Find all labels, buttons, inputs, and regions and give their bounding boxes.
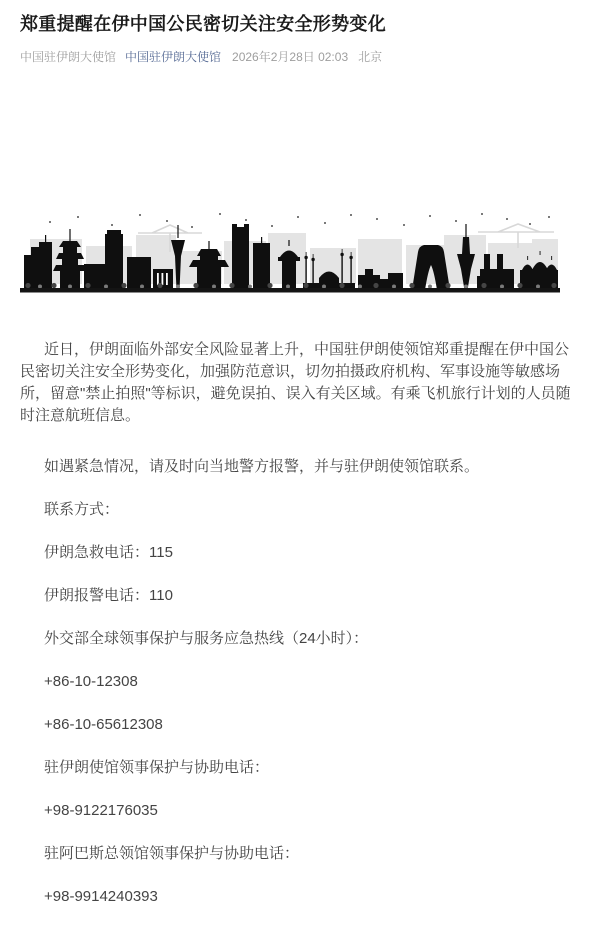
body-paragraph: +98-9914240393 bbox=[44, 887, 158, 905]
body-paragraph: 驻伊朗使馆领事保护与协助电话： bbox=[44, 758, 270, 776]
byline bbox=[20, 49, 580, 65]
article-body bbox=[20, 339, 580, 908]
article-title: 郑重提醒在伊中国公民密切关注安全形势变化 bbox=[20, 14, 386, 34]
body-paragraph: 伊朗报警电话：110 bbox=[44, 586, 173, 604]
body-paragraph: 伊朗急救电话：115 bbox=[44, 543, 173, 561]
author-name: 中国驻伊朗大使馆 bbox=[20, 49, 117, 64]
body-paragraph: +98-9122176035 bbox=[44, 801, 158, 819]
body-paragraph: +86-10-65612308 bbox=[44, 715, 163, 733]
skyline-illustration bbox=[20, 212, 560, 294]
body-paragraph: 外交部全球领事保护与服务应急热线（24小时）： bbox=[44, 629, 369, 647]
publish-location: 北京 bbox=[358, 49, 383, 64]
body-paragraph: 如遇紧急情况，请及时向当地警方报警，并与驻伊朗使领馆联系。 bbox=[44, 457, 480, 475]
body-paragraph: 近日，伊朗面临外部安全风险显著上升，中国驻伊朗使领馆郑重提醒在伊中国公民密切关注安全形势变化，加强防范意识，切勿拍摄政府机构、军事设施等敏感场所，留意"禁止拍照"等标识，避免误拍、误入有关区域。有乘飞机旅行计划的人员随时注意航班信息。 bbox=[20, 340, 571, 424]
body-paragraph: +86-10-12308 bbox=[44, 672, 138, 690]
account-name-link[interactable]: 中国驻伊朗大使馆 bbox=[125, 49, 222, 64]
publish-date: 2026年2月28日 02:03 bbox=[232, 49, 349, 64]
body-paragraph: 驻阿巴斯总领馆领事保护与协助电话： bbox=[44, 844, 300, 862]
city-skyline-image[interactable] bbox=[20, 84, 580, 294]
body-paragraph: 联系方式： bbox=[44, 500, 120, 518]
